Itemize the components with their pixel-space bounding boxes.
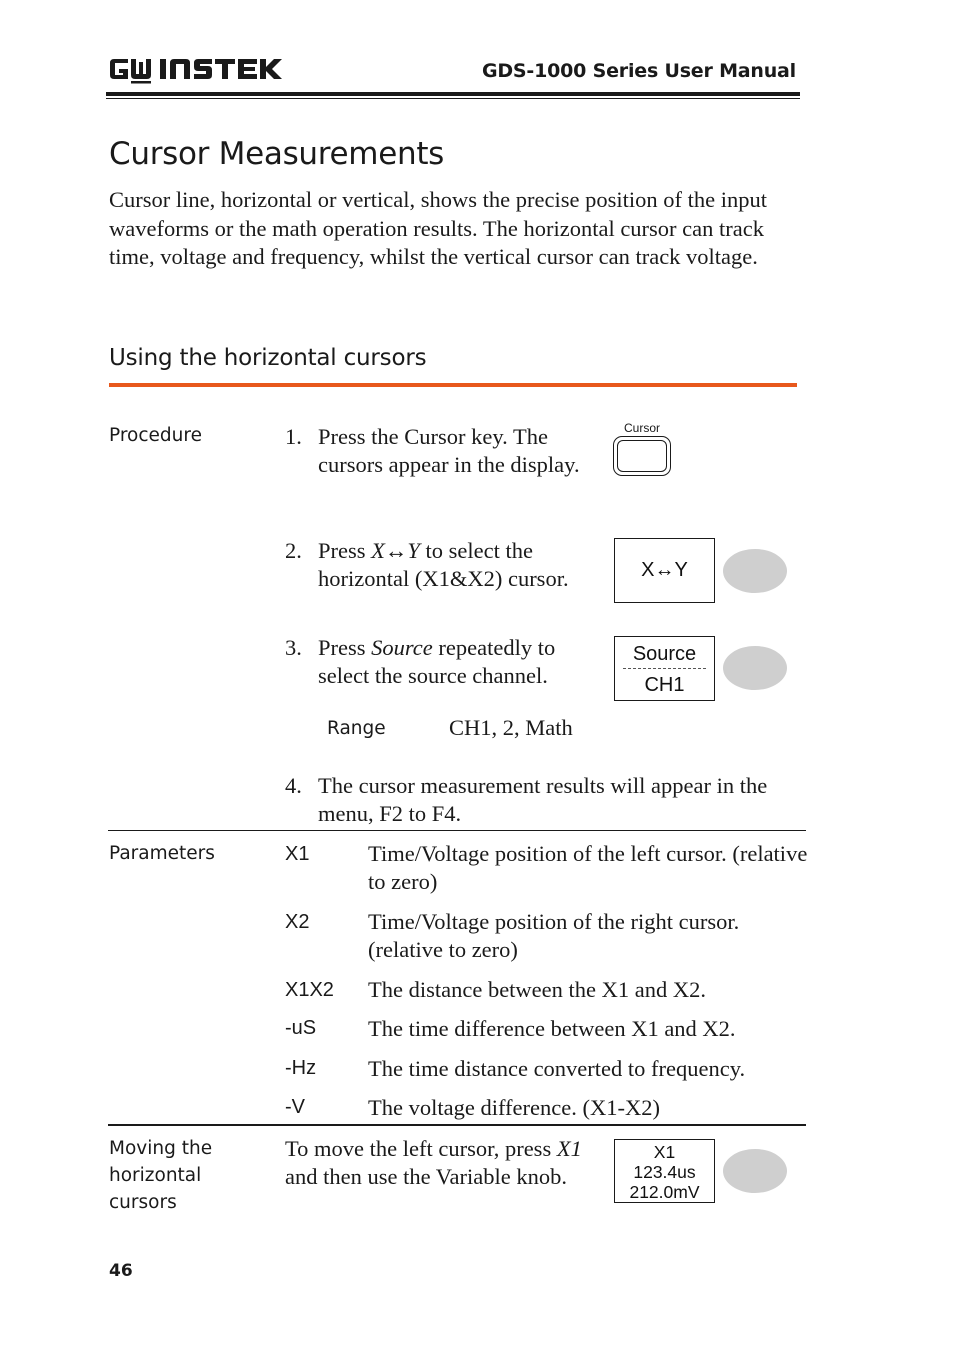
divider-procedure: [108, 830, 806, 831]
cursor-key-label: Cursor: [624, 421, 661, 435]
subsection-title: Using the horizontal cursors: [109, 345, 427, 371]
cursor-key-button[interactable]: [613, 436, 671, 476]
moving-text: To move the left cursor, press X1 and then use the Variable knob.: [285, 1136, 582, 1189]
step-2-text: Press X↔Y to select the horizontal (X1&X2) cursor.: [318, 538, 569, 591]
section-title: Cursor Measurements: [109, 136, 445, 172]
gw-instek-logo: [108, 52, 284, 86]
x1-softkey[interactable]: [614, 1139, 715, 1203]
param-value-x1x2: The distance between the X1 and X2.: [368, 977, 707, 1002]
subsection-rule: [109, 383, 797, 387]
range-value: CH1, 2, Math: [449, 715, 573, 740]
param-key-us: -uS: [285, 1017, 317, 1039]
source-softkey-title: Source: [632, 643, 697, 665]
step-3-text: Press Source repeatedly to select the source channel.: [318, 635, 556, 688]
page-number: 46: [109, 1261, 133, 1281]
step-3-number: 3.: [285, 635, 302, 660]
xy-function-button[interactable]: [723, 549, 787, 593]
step-1-text: Press the Cursor key. The cursors appear in the display.: [318, 424, 580, 477]
param-key-x1: X1: [285, 843, 310, 865]
header-rule: [106, 92, 800, 96]
param-key-x1x2: X1X2: [285, 979, 334, 1001]
step-4-text: The cursor measurement results will appear in the menu, F2 to F4.: [318, 773, 768, 826]
moving-label: Moving the horizontal cursors: [109, 1138, 213, 1213]
divider-parameters: [108, 1124, 806, 1126]
range-label: Range: [327, 718, 386, 739]
param-key-x2: X2: [285, 911, 310, 933]
x1-softkey-voltage: 212.0mV: [629, 1182, 700, 1202]
x1-function-button[interactable]: [723, 1149, 787, 1193]
procedure-label: Procedure: [109, 425, 202, 446]
xy-softkey[interactable]: X↔Y: [614, 538, 715, 603]
param-key-hz: -Hz: [285, 1057, 317, 1079]
step-1-number: 1.: [285, 424, 302, 449]
param-value-us: The time difference between X1 and X2.: [368, 1016, 736, 1041]
x1-softkey-time: 123.4us: [633, 1162, 696, 1182]
param-value-v: The voltage difference. (X1-X2): [368, 1095, 660, 1120]
step-2-number: 2.: [285, 538, 302, 563]
param-key-v: -V: [285, 1096, 305, 1118]
param-value-x2: Time/Voltage position of the right cursor. (relative to zero): [368, 909, 740, 962]
intro-paragraph: Cursor line, horizontal or vertical, shows the precise position of the input waveforms or the math operation results. The horizontal cursor can track time, voltage and frequency, whilst the vertical cursor can track voltage.: [109, 187, 767, 269]
manual-title: GDS-1000 Series User Manual: [481, 60, 796, 82]
source-softkey-divider: [623, 668, 706, 669]
parameters-label: Parameters: [109, 843, 215, 864]
source-softkey[interactable]: [614, 636, 715, 701]
header-rule-thin: [106, 98, 800, 99]
step-4-number: 4.: [285, 773, 302, 798]
source-function-button[interactable]: [723, 646, 787, 690]
x1-softkey-title: X1: [653, 1142, 676, 1162]
param-value-hz: The time distance converted to frequency.: [368, 1056, 746, 1081]
source-softkey-value: CH1: [644, 674, 685, 696]
param-value-x1: Time/Voltage position of the left cursor. (relative to zero): [368, 841, 808, 894]
